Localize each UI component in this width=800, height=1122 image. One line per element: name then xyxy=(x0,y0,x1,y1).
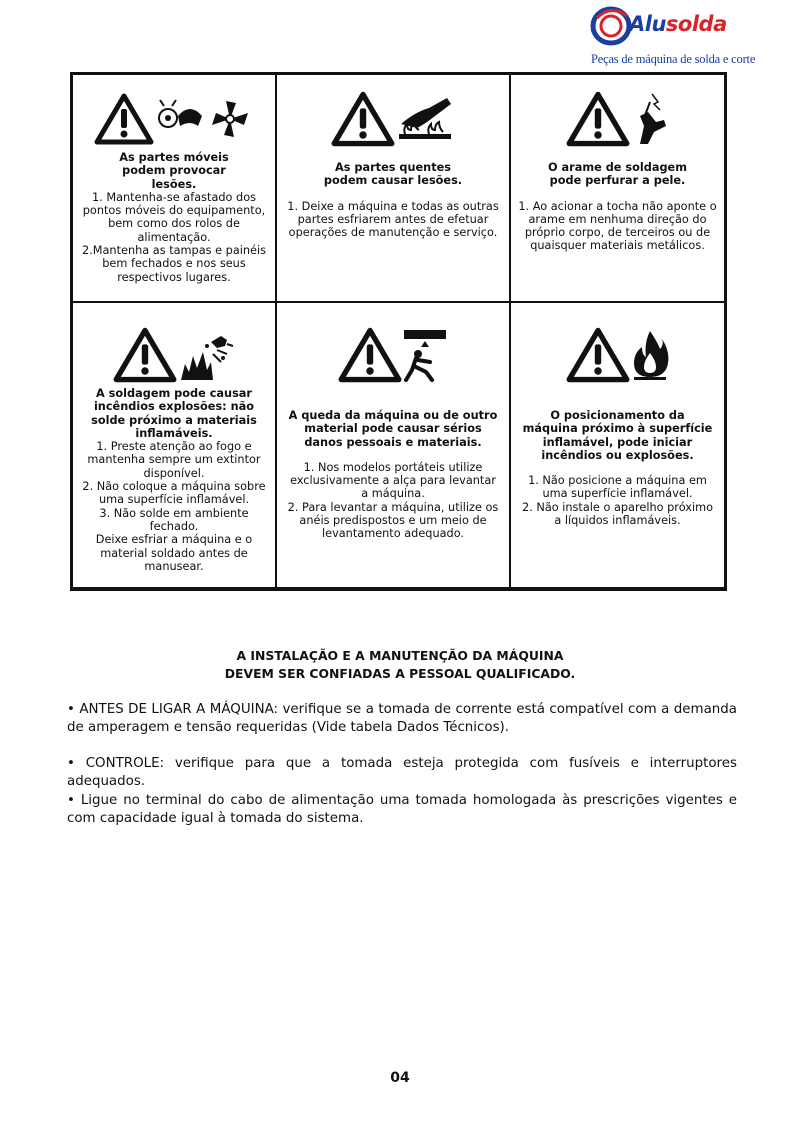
warning-line: 1. Não posicione a máquina em uma superfície inflamável. xyxy=(528,474,707,501)
warning-line: 1. Nos modelos portáteis utilize exclusivamente a alça para levantar a máquina. xyxy=(290,460,496,501)
warning-line: 2. Não coloque a máquina sobre uma superfície inflamável. xyxy=(82,480,266,507)
warning-triangle-icon xyxy=(338,327,402,383)
warning-line: 2. Não instale o aparelho próximo a líquidos inflamáveis. xyxy=(522,500,713,528)
moving-parts-icon xyxy=(154,96,254,142)
hot-parts-icon xyxy=(395,94,455,144)
warning-triangle-icon xyxy=(566,91,630,147)
flammable-icon xyxy=(630,329,670,381)
paragraph-before-power-on: • ANTES DE LIGAR A MÁQUINA: verifique se a tomada de corrente está compatível com a demanda de amperagem e tensão requeridas (Vide tabela Dados Técnicos). xyxy=(67,702,737,735)
warning-moving-parts xyxy=(73,75,277,303)
warning-triangle-icon xyxy=(113,327,177,383)
warning-line: 2.Mantenha as tampas e painéis bem fechados e nos seus respectivos lugares. xyxy=(81,244,267,284)
warning-line: Deixe esfriar a máquina e o material soldado antes de manusear. xyxy=(95,533,253,573)
warning-triangle-icon xyxy=(331,91,395,147)
notice-line: A INSTALAÇÃO E A MANUTENÇÃO DA MÁQUINA xyxy=(236,648,564,663)
warning-line: 2. Para levantar a máquina, utilize os anéis predispostos e um meio de levantamento adequado. xyxy=(287,500,499,541)
warning-line: 3. Não solde em ambiente fechado. xyxy=(99,506,249,533)
warning-wire-puncture xyxy=(511,75,724,303)
warning-triangle-icon xyxy=(94,93,154,145)
warning-title: A soldagem pode causar incêndios explosões: não solde próximo a materiais inflamáveis. xyxy=(91,387,257,440)
alusolda-logo-icon xyxy=(589,2,633,46)
safety-warnings-table xyxy=(70,72,727,591)
warning-fire-explosion xyxy=(73,303,277,588)
warning-title: O arame de soldagem pode perfurar a pele. xyxy=(548,161,687,188)
fire-explosion-icon xyxy=(177,328,235,382)
warning-falling-machine xyxy=(277,303,511,588)
warning-line: 1. Preste atenção ao fogo e mantenha sempre um extintor disponível. xyxy=(87,440,261,480)
logo-wordmark xyxy=(629,12,727,36)
warning-triangle-icon xyxy=(566,327,630,383)
warning-title: As partes quentes podem causar lesões. xyxy=(323,161,463,188)
warning-line: 1. Mantenha-se afastado dos pontos móveis do equipamento, bem como dos rolos de alimentação. xyxy=(82,190,266,244)
warning-line: 1. Ao acionar a tocha não aponte o arame em nenhuma direção do próprio corpo, de terceiros ou de quaisquer materiais metálicos. xyxy=(518,199,717,253)
wire-puncture-icon xyxy=(630,92,670,146)
paragraph-power-plug: • Ligue no terminal do cabo de alimentação uma tomada homologada às prescrições vigentes e com capacidade igual à tomada do sistema. xyxy=(67,793,737,826)
warning-title: O posicionamento da máquina próximo à superfície inflamável, pode iniciar incêndios ou explosões. xyxy=(522,409,713,462)
paragraph-control: • CONTROLE: verifique para que a tomada esteja protegida com fusíveis e interruptores adequados. xyxy=(67,756,737,789)
qualified-personnel-notice xyxy=(0,647,800,683)
warning-flammable xyxy=(511,303,724,588)
logo-word-alu: Alu xyxy=(629,12,666,36)
warning-title: A queda da máquina ou de outro material pode causar sérios danos pessoais e materiais. xyxy=(288,409,498,449)
logo-tagline: Peças de máquina de solda e corte xyxy=(591,52,756,66)
page-number: 04 xyxy=(390,1070,410,1086)
falling-machine-icon xyxy=(402,328,448,382)
logo-word-solda: solda xyxy=(665,12,727,36)
notice-line: DEVEM SER CONFIADAS A PESSOAL QUALIFICADO. xyxy=(224,666,576,681)
company-logo xyxy=(585,2,756,70)
warning-hot-parts xyxy=(277,75,511,303)
warning-title: As partes móveis podem provocar lesões. xyxy=(119,151,229,191)
warning-line: 1. Deixe a máquina e todas as outras partes esfriarem antes de efetuar operações de manutenção e serviço. xyxy=(287,199,499,240)
